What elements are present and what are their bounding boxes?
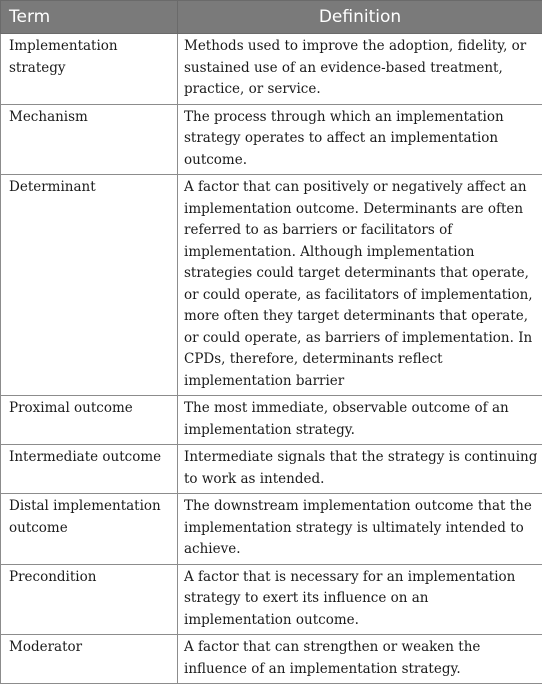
definition-cell: A factor that can strengthen or weaken the influence of an implementation strategy. <box>178 635 542 684</box>
table-row <box>1 635 542 684</box>
table-row <box>1 445 542 494</box>
term-cell: Intermediate outcome <box>1 445 178 494</box>
header-row <box>1 1 542 34</box>
table-row <box>1 104 542 175</box>
definition-cell: The downstream implementation outcome that the implementation strategy is ultimately intended to achieve. <box>178 494 542 565</box>
term-cell: Moderator <box>1 635 178 684</box>
table-row <box>1 564 542 635</box>
term-cell: Distal implementation outcome <box>1 494 178 565</box>
definition-cell: Methods used to improve the adoption, fidelity, or sustained use of an evidence-based treatment, practice, or service. <box>178 34 542 105</box>
term-cell: Mechanism <box>1 104 178 175</box>
table-row <box>1 396 542 445</box>
header-term: Term <box>1 1 178 34</box>
term-cell: Precondition <box>1 564 178 635</box>
definition-cell: A factor that is necessary for an implementation strategy to exert its influence on an implementation outcome. <box>178 564 542 635</box>
term-cell: Implementation strategy <box>1 34 178 105</box>
header-definition: Definition <box>178 1 542 34</box>
definition-cell: A factor that can positively or negatively affect an implementation outcome. Determinants are often referred to as barriers or facilitators of implementation. Although implementation strategies could target determinants that operate, or could operate, as facilitators of implementation, more often they target determinants that operate, or could operate, as barriers of implementation. In CPDs, therefore, determinants reflect implementation barrier <box>178 175 542 396</box>
table-header <box>1 1 542 34</box>
table-body <box>1 34 542 684</box>
table-row <box>1 175 542 396</box>
term-cell: Determinant <box>1 175 178 396</box>
table-row <box>1 34 542 105</box>
definition-cell: The process through which an implementation strategy operates to affect an implementation outcome. <box>178 104 542 175</box>
table-row <box>1 494 542 565</box>
definition-cell: Intermediate signals that the strategy is continuing to work as intended. <box>178 445 542 494</box>
term-cell: Proximal outcome <box>1 396 178 445</box>
definition-cell: The most immediate, observable outcome of an implementation strategy. <box>178 396 542 445</box>
